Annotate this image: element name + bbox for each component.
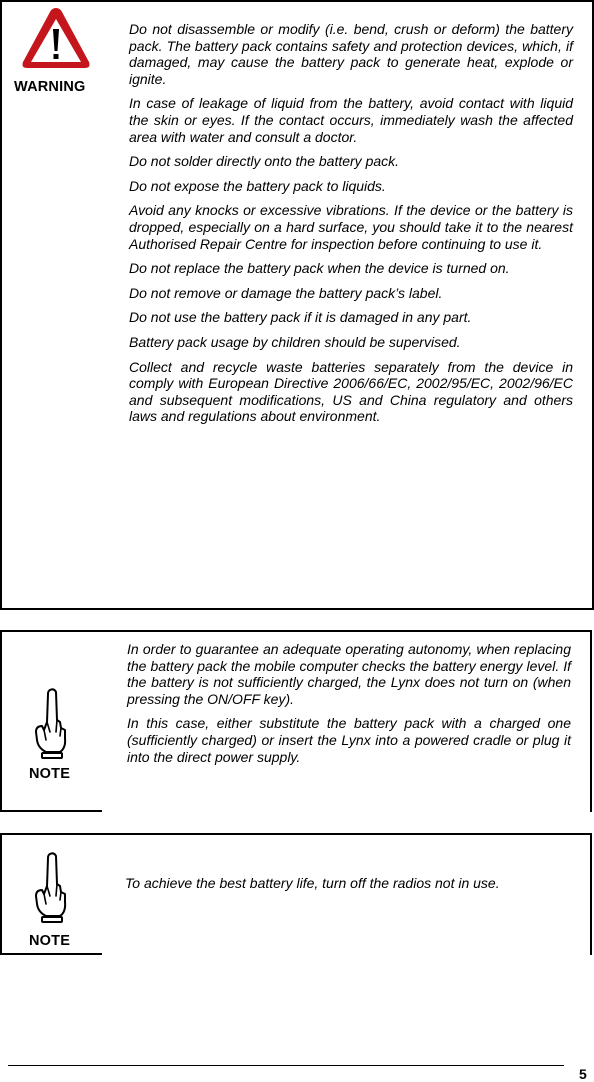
warning-triangle-icon bbox=[18, 4, 94, 74]
note-box-left-border bbox=[0, 833, 2, 955]
page-number: 5 bbox=[579, 1066, 587, 1082]
warning-text bbox=[129, 21, 573, 433]
note-paragraph: To achieve the best battery life, turn off the radios not in use. bbox=[125, 875, 500, 891]
note-box-bottom-border bbox=[0, 810, 102, 812]
warning-icon-column bbox=[16, 4, 96, 79]
footer-rule bbox=[8, 1065, 564, 1066]
pointing-hand-icon bbox=[32, 686, 72, 760]
note-label: NOTE bbox=[29, 933, 71, 949]
note-box-bottom-border bbox=[0, 953, 102, 955]
warning-label: WARNING bbox=[14, 79, 86, 95]
note-box bbox=[0, 833, 592, 955]
note-paragraph: In this case, either substitute the battery pack with a charged one (sufficiently charged) or insert the Lynx into a powered cradle or plug it into the direct power supply. bbox=[127, 715, 571, 765]
warning-paragraph: In case of leakage of liquid from the battery, avoid contact with liquid the skin or eyes. If the contact occurs, immediately wash the affected area with water and consult a doctor. bbox=[129, 95, 573, 145]
note-paragraph: In order to guarantee an adequate operating autonomy, when replacing the battery pack the mobile computer checks the battery energy level. If the battery is not sufficiently charged, the Lynx does not turn on (when pressing the ON/OFF key). bbox=[127, 641, 571, 707]
note-box-left-border bbox=[0, 630, 2, 812]
note-text bbox=[125, 875, 569, 900]
warning-paragraph: Do not use the battery pack if it is damaged in any part. bbox=[129, 309, 472, 326]
warning-paragraph: Do not solder directly onto the battery pack. bbox=[129, 153, 400, 170]
note-box bbox=[0, 630, 592, 812]
warning-paragraph: Do not replace the battery pack when the device is turned on. bbox=[129, 260, 510, 277]
warning-paragraph: Do not disassemble or modify (i.e. bend, crush or deform) the battery pack. The battery pack contains safety and protection devices, which, if damaged, may cause the battery pack to generate heat, explode or ignite. bbox=[129, 21, 573, 87]
warning-paragraph: Collect and recycle waste batteries separately from the device in comply with European Directive 2006/66/EC, 2002/95/EC, 2002/96/EC and subsequent modifications, US and China regulatory and others laws and regulations about environment. bbox=[129, 358, 573, 425]
pointing-hand-icon bbox=[32, 850, 72, 924]
note-text bbox=[127, 641, 571, 773]
warning-paragraph: Battery pack usage by children should be supervised. bbox=[129, 333, 461, 350]
warning-paragraph: Do not expose the battery pack to liquids. bbox=[129, 177, 386, 194]
warning-paragraph: Avoid any knocks or excessive vibrations. If the device or the battery is dropped, especially on a hard surface, you should take it to the nearest Authorised Repair Centre for inspection before continuing to use it. bbox=[129, 202, 573, 252]
note-label: NOTE bbox=[29, 766, 71, 782]
note-icon-column bbox=[32, 850, 72, 929]
warning-paragraph: Do not remove or damage the battery pack’s label. bbox=[129, 284, 443, 301]
note-icon-column bbox=[32, 686, 72, 765]
